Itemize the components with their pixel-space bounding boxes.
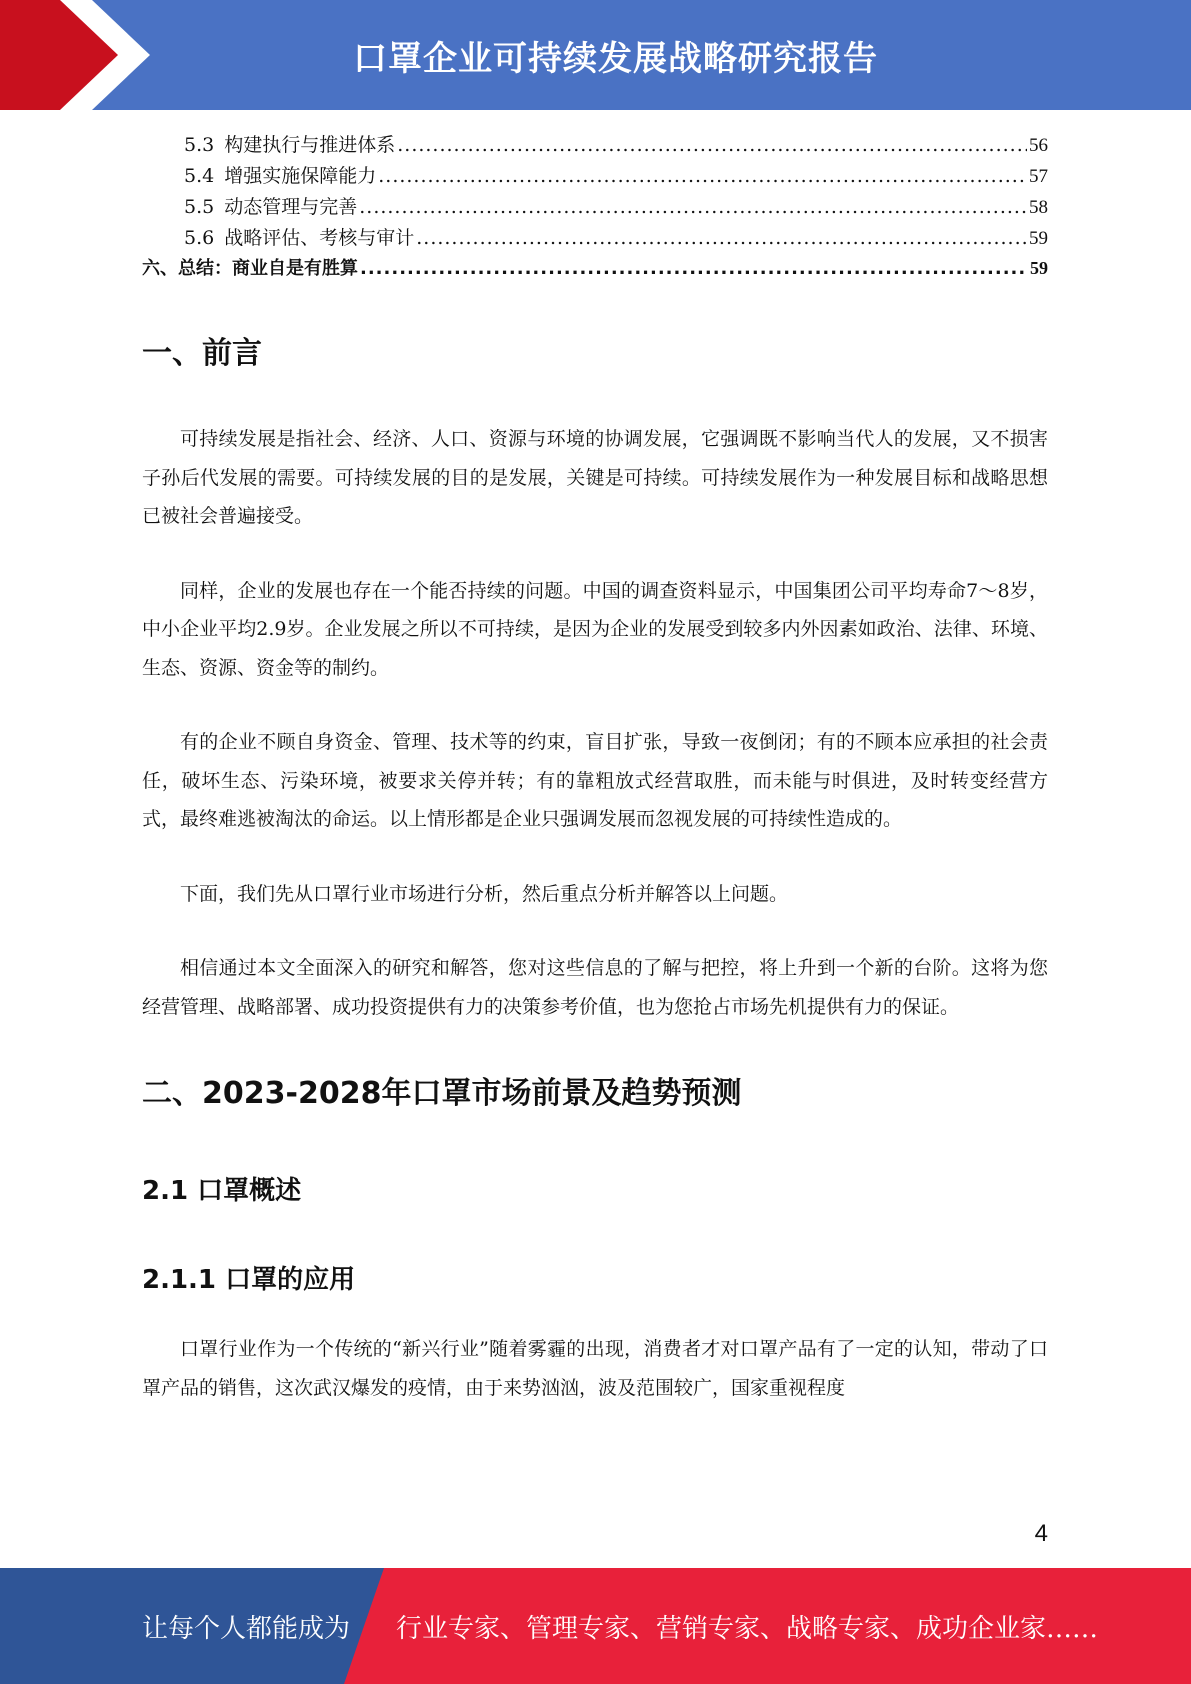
toc-item-page: 58 (1029, 197, 1048, 218)
toc-item[interactable] (142, 192, 1048, 223)
toc-leader-dots (416, 227, 1027, 249)
toc-item-number: 5.4 (184, 165, 215, 187)
paragraph: 口罩行业作为一个传统的“新兴行业”随着雾霾的出现，消费者才对口罩产品有了一定的认知，带动了口罩产品的销售，这次武汉爆发的疫情，由于来势汹汹，波及范围较广，国家重视程度 (142, 1338, 1048, 1399)
toc-leader-dots (359, 196, 1027, 218)
toc-item-chapter[interactable] (142, 254, 1048, 285)
toc-item[interactable] (142, 223, 1048, 254)
toc-item-number: 5.6 (184, 227, 215, 249)
toc-item-page: 56 (1029, 135, 1048, 156)
section-heading-preface: 一、前言 (142, 336, 262, 371)
toc-item-number: 5.3 (184, 134, 215, 156)
subsection-heading: 2.1 口罩概述 (142, 1176, 302, 1206)
toc-item-label: 增强实施保障能力 (224, 165, 377, 187)
toc-leader-dots (378, 165, 1027, 187)
toc-item-page: 57 (1029, 166, 1048, 187)
toc-item-number: 5.5 (184, 196, 215, 218)
footer-slogan-left: 让每个人都能成为 (142, 1613, 351, 1644)
toc-item-label: 战略评估、考核与审计 (224, 227, 415, 249)
toc-item-label: 六、总结：商业自是有胜算 (142, 258, 358, 279)
document-body (142, 320, 1048, 1407)
paragraph: 可持续发展是指社会、经济、人口、资源与环境的协调发展，它强调既不影响当代人的发展，又不损害子孙后代发展的需要。可持续发展的目的是发展，关键是可持续。可持续发展作为一种发展目标和战略思想已被社会普遍接受。 (142, 428, 1048, 527)
header-title: 口罩企业可持续发展战略研究报告 (353, 38, 878, 79)
toc-item-label: 动态管理与完善 (224, 196, 358, 218)
page-number: 4 (1034, 1520, 1048, 1547)
toc-item-page: 59 (1029, 228, 1048, 249)
toc-item[interactable] (142, 130, 1048, 161)
page-header (0, 0, 1191, 110)
footer-slogan-right: 行业专家、管理专家、营销专家、战略专家、成功企业家…… (396, 1613, 1099, 1644)
section-heading-forecast: 二、2023-2028年口罩市场前景及趋势预测 (142, 1076, 742, 1111)
paragraph: 有的企业不顾自身资金、管理、技术等的约束，盲目扩张，导致一夜倒闭；有的不顾本应承担的社会责任，破坏生态、污染环境，被要求关停并转；有的靠粗放式经营取胜，而未能与时俱进，及时转变经营方式，最终难逃被淘汰的命运。以上情形都是企业只强调发展而忽视发展的可持续性造成的。 (142, 731, 1048, 830)
page-footer (0, 1568, 1191, 1684)
header-red-chevron (0, 0, 150, 110)
toc-leader-dots (360, 258, 1028, 279)
toc-leader-dots (397, 134, 1027, 156)
paragraph: 相信通过本文全面深入的研究和解答，您对这些信息的了解与把控，将上升到一个新的台阶。这将为您经营管理、战略部署、成功投资提供有力的决策参考价值，也为您抢占市场先机提供有力的保证。 (142, 957, 1048, 1018)
toc-item-label: 构建执行与推进体系 (224, 134, 396, 156)
toc-item[interactable] (142, 161, 1048, 192)
toc-item-page: 59 (1030, 258, 1048, 278)
paragraph: 同样，企业的发展也存在一个能否持续的问题。中国的调查资料显示，中国集团公司平均寿命7～8岁，中小企业平均2.9岁。企业发展之所以不可持续，是因为企业的发展受到较多内外因素如政治、法律、环境、生态、资源、资金等的制约。 (142, 579, 1048, 679)
subsection-heading: 2.1.1 口罩的应用 (142, 1265, 356, 1295)
table-of-contents (142, 130, 1048, 285)
paragraph: 下面，我们先从口罩行业市场进行分析，然后重点分析并解答以上问题。 (180, 882, 789, 905)
